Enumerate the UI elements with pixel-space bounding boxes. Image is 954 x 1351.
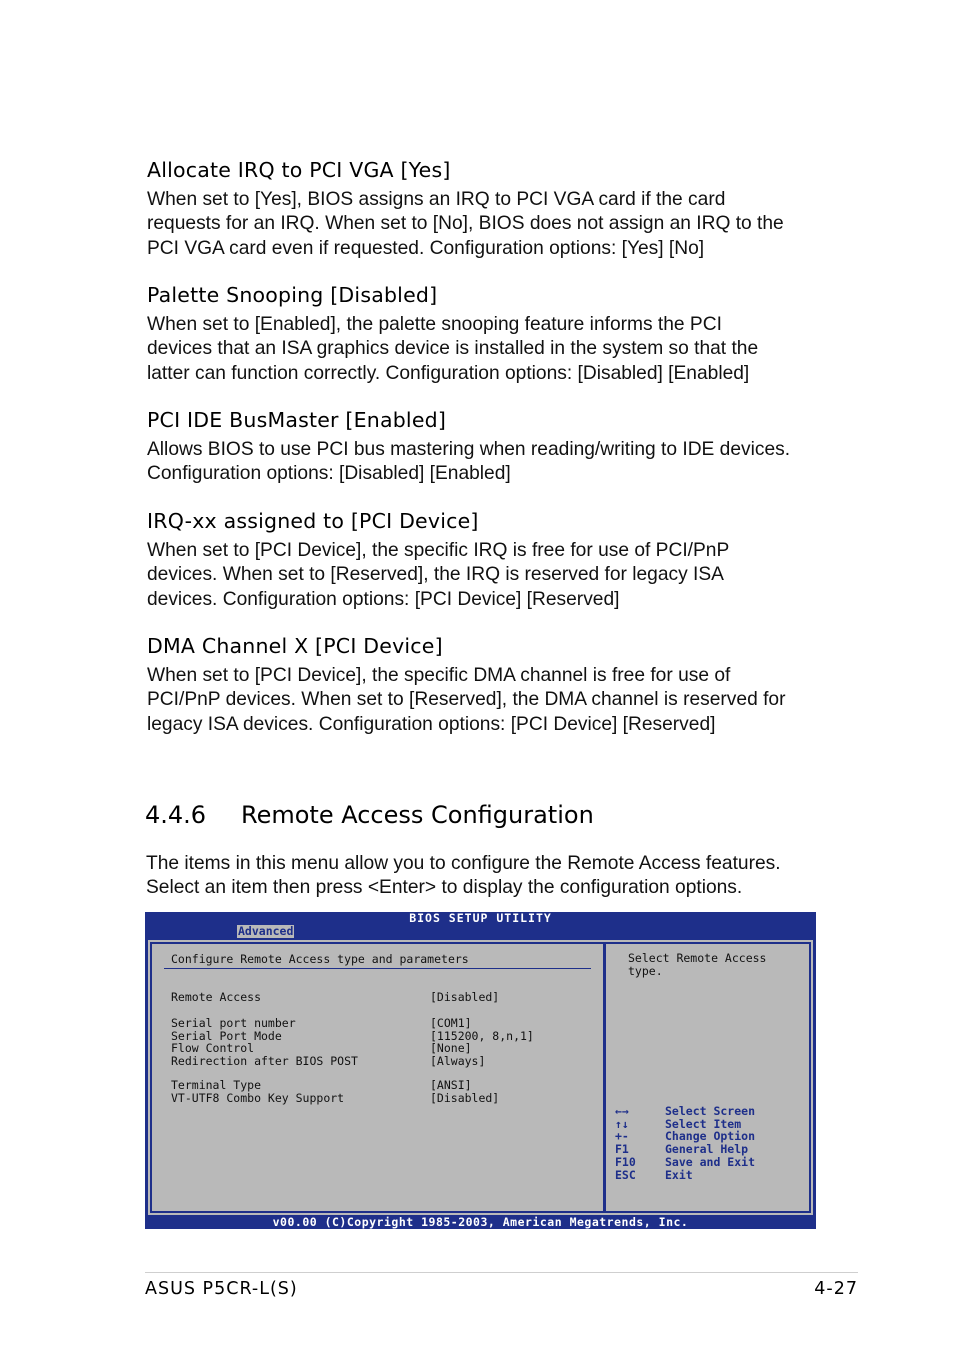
key-f10: F10 <box>615 1154 636 1169</box>
section-body: When set to [Yes], BIOS assigns an IRQ to PCI VGA card if the card requests for an IRQ. When set to [No], BIOS does not assign an IRQ to the PCI VGA card even if requested. Configuration options: [Yes] [No] <box>147 189 784 259</box>
setting-value-redirection[interactable]: [Always] <box>430 1053 486 1068</box>
section-pci-ide-busmaster <box>147 408 827 487</box>
settings-panel <box>150 942 605 1213</box>
section-body: When set to [Enabled], the palette snooping feature informs the PCI devices that an ISA graphics device is installed in the system so that the latter can function correctly. Configuration options: [Disabled] [Enabled] <box>147 314 759 384</box>
section-title: DMA Channel X [PCI Device] <box>147 634 443 658</box>
setting-value-serial-port-number[interactable]: [COM1] <box>430 1016 472 1030</box>
key-desc-change-option: Change Option <box>665 1129 756 1144</box>
setting-label-redirection[interactable]: Redirection after BIOS POST <box>171 1053 358 1068</box>
key-arrows-ud: ↑↓ <box>615 1116 629 1131</box>
bios-screen <box>145 912 816 1229</box>
setting-label-remote-access[interactable]: Remote Access <box>171 990 262 1004</box>
section-heading-title: Remote Access Configuration <box>241 801 594 829</box>
bios-title: BIOS SETUP UTILITY <box>409 911 552 925</box>
section-allocate-irq <box>147 158 827 261</box>
section-title: Allocate IRQ to PCI VGA [Yes] <box>147 158 451 182</box>
help-text: Select Remote Access type. <box>628 951 767 978</box>
tab-advanced[interactable]: Advanced <box>238 924 294 938</box>
setting-label-serial-port-mode[interactable]: Serial Port Mode <box>171 1028 282 1043</box>
key-desc-select-item: Select Item <box>665 1116 742 1131</box>
setting-value-remote-access[interactable]: [Disabled] <box>430 990 500 1004</box>
footer-divider <box>145 1272 858 1273</box>
panel-heading: Configure Remote Access type and parameters <box>171 952 469 966</box>
key-esc: ESC <box>615 1167 636 1182</box>
section-irq-assigned <box>147 509 827 612</box>
bios-footer: v00.00 (C)Copyright 1985-2003, American Megatrends, Inc. <box>272 1215 689 1229</box>
setting-value-terminal-type[interactable]: [ANSI] <box>430 1078 472 1092</box>
bios-panel <box>148 940 813 1215</box>
setting-value-vt-utf8[interactable]: [Disabled] <box>430 1090 500 1105</box>
section-body: When set to [PCI Device], the specific DMA channel is free for use of PCI/PnP devices. When set to [Reserved], the DMA channel is reserved for legacy ISA devices. Configuration options: [PCI Device] [Reserved] <box>147 665 786 735</box>
section-heading <box>145 801 594 829</box>
setting-label-flow-control[interactable]: Flow Control <box>171 1041 255 1055</box>
section-palette-snooping <box>147 283 827 386</box>
section-body: When set to [PCI Device], the specific IRQ is free for use of PCI/PnP devices. When set to [Reserved], the IRQ is reserved for legacy ISA devices. Configuration options: [PCI Device] [Reserved] <box>147 540 730 610</box>
key-plus-minus: +- <box>615 1129 629 1144</box>
section-body: Allows BIOS to use PCI bus mastering when reading/writing to IDE devices. Configuration options: [Disabled] [Enabled] <box>147 439 791 485</box>
key-arrows-lr: ←→ <box>615 1104 629 1118</box>
setting-label-vt-utf8[interactable]: VT-UTF8 Combo Key Support <box>171 1090 345 1105</box>
panel-divider <box>164 968 591 969</box>
help-panel <box>604 942 811 1213</box>
intro-text: The items in this menu allow you to configure the Remote Access features. Select an item then press <Enter> to display the configuration options. <box>146 853 781 899</box>
section-dma-channel <box>147 634 827 737</box>
key-desc-exit: Exit <box>665 1167 693 1182</box>
section-title: IRQ-xx assigned to [PCI Device] <box>147 509 479 533</box>
footer-product: ASUS P5CR-L(S) <box>145 1279 298 1299</box>
setting-label-serial-port-number[interactable]: Serial port number <box>171 1016 296 1030</box>
setting-value-flow-control[interactable]: [None] <box>430 1041 472 1055</box>
setting-label-terminal-type[interactable]: Terminal Type <box>171 1078 262 1092</box>
key-f1: F1 <box>615 1142 629 1157</box>
section-number: 4.4.6 <box>145 801 207 829</box>
key-desc-select-screen: Select Screen <box>665 1104 756 1118</box>
section-title: PCI IDE BusMaster [Enabled] <box>147 408 447 432</box>
setting-value-serial-port-mode[interactable]: [115200, 8,n,1] <box>430 1028 534 1043</box>
key-desc-general-help: General Help <box>665 1142 749 1157</box>
section-title: Palette Snooping [Disabled] <box>147 283 438 307</box>
key-desc-save-exit: Save and Exit <box>665 1154 756 1169</box>
footer-page-number: 4-27 <box>814 1279 858 1299</box>
